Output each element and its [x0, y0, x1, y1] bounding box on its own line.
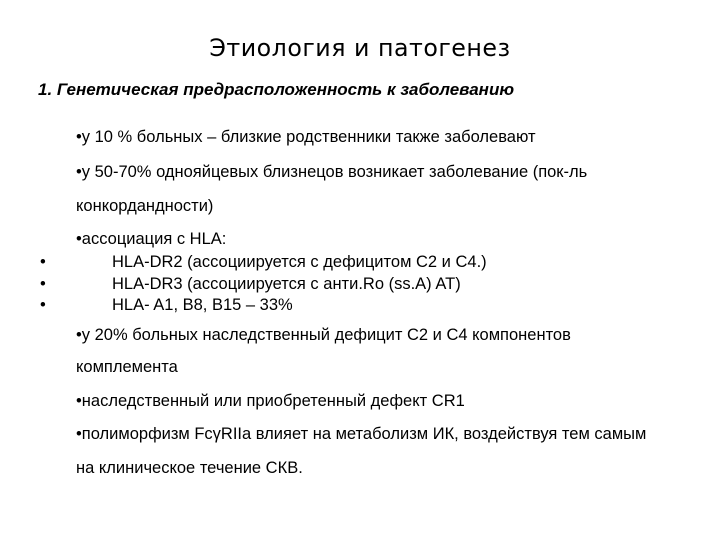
text-line-12: на клиническое течение СКВ. [76, 459, 303, 477]
text-line-11: •полиморфизм FcγRIIa влияет на метаболизм ИК, воздействуя тем самым [76, 425, 647, 443]
side-bullet-2: • [40, 275, 46, 293]
text-line-10: •наследственный или приобретенный дефект CR1 [76, 392, 465, 410]
slide-subtitle: 1. Генетическая предрасположенность к заболеванию [38, 80, 515, 99]
text-line-4: •ассоциация с HLA: [76, 230, 227, 248]
text-line-3: конкордандности) [76, 197, 214, 215]
text-line-7: HLA- A1, B8, B15 – 33% [112, 296, 293, 314]
text-line-6: HLA-DR3 (ассоциируется с анти.Ro (ss.A) AT) [112, 275, 461, 293]
text-line-1: •у 10 % больных – близкие родственники также заболевают [76, 128, 536, 146]
side-bullet-3: • [40, 296, 46, 314]
text-line-5: HLA-DR2 (ассоциируется с дефицитом С2 и С4.) [112, 253, 487, 271]
text-line-9: комплемента [76, 358, 178, 376]
slide-title: Этиология и патогенез [209, 34, 511, 62]
text-line-2: •у 50-70% однояйцевых близнецов возникает заболевание (пок-ль [76, 163, 588, 181]
side-bullet-1: • [40, 253, 46, 271]
text-line-8: •у 20% больных наследственный дефицит С2 и С4 компонентов [76, 326, 571, 344]
